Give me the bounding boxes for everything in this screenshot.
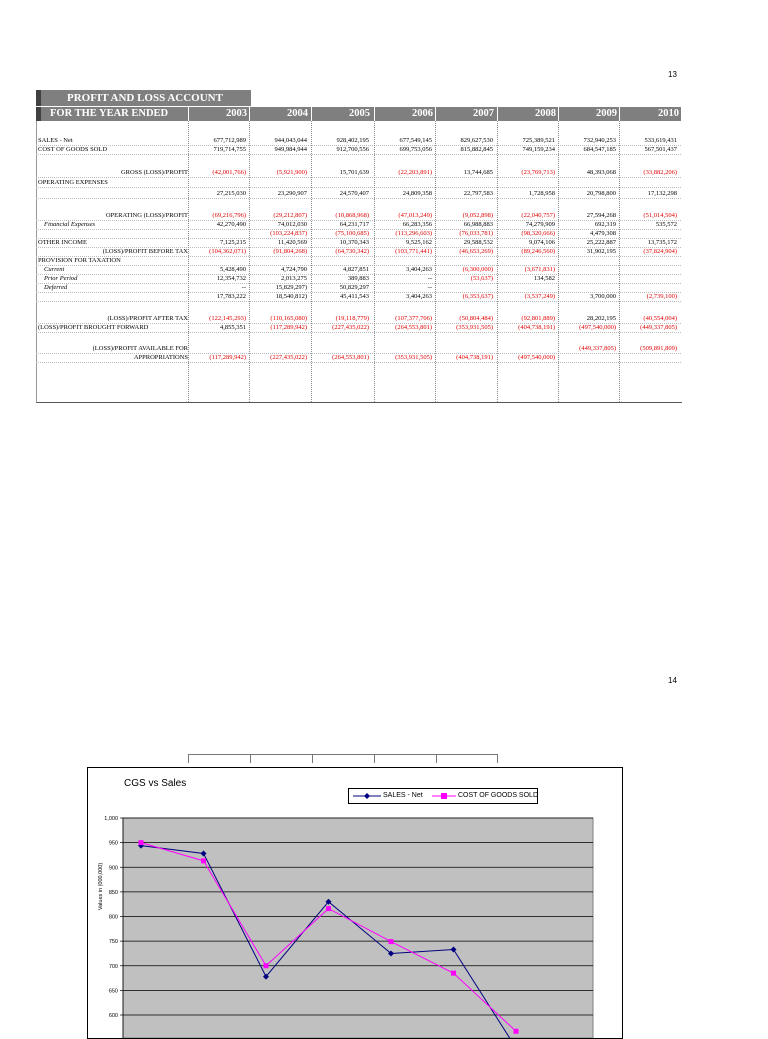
- table-cell: 3,404,263: [406, 293, 432, 300]
- table-cell: (122,145,293): [209, 315, 246, 322]
- table-cell: 24,809,358: [402, 190, 432, 197]
- table-cell: 7,125,215: [220, 239, 246, 246]
- table-cell: 31,902,195: [586, 248, 616, 255]
- table-cell: 677,549,145: [399, 137, 432, 144]
- cgs-vs-sales-chart: [87, 767, 623, 1039]
- table-cell: (110,165,080): [270, 315, 307, 322]
- data-point-cgs: [326, 906, 331, 911]
- table-row: [36, 168, 681, 178]
- table-cell: 912,700,556: [336, 146, 369, 153]
- grid-tick: [250, 754, 251, 763]
- table-cell: (98,320,666): [521, 230, 555, 237]
- table-cell: 815,882,845: [460, 146, 493, 153]
- row-label: PROVISION FOR TAXATION: [38, 257, 121, 264]
- table-cell: 389,883: [347, 275, 369, 282]
- table-cell: 42,270,490: [216, 221, 246, 228]
- table-cell: 66,988,883: [463, 221, 493, 228]
- table-cell: 5,428,490: [220, 266, 246, 273]
- table-cell: (103,224,837): [270, 230, 307, 237]
- table-cell: 50,829,297: [339, 284, 369, 291]
- table-cell: (103,771,441): [395, 248, 432, 255]
- table-cell: (104,362,071): [209, 248, 246, 255]
- y-tick-label: 850: [108, 889, 118, 896]
- y-tick-label: 700: [108, 963, 118, 970]
- table-cell: (5,921,900): [276, 169, 307, 176]
- table-cell: 4,855,351: [220, 324, 246, 331]
- table-cell: (117,289,942): [270, 324, 307, 331]
- column-divider: [374, 121, 375, 402]
- row-label: COST OF GOODS SOLD: [38, 146, 108, 153]
- row-label: Financial Expenses: [44, 221, 96, 228]
- data-point-cgs: [139, 840, 144, 845]
- table-cell: 28,202,195: [586, 315, 616, 322]
- column-divider: [311, 121, 312, 402]
- y-tick-label: 750: [108, 939, 118, 946]
- profit-loss-table: [36, 90, 681, 402]
- data-point-cgs: [514, 1029, 519, 1034]
- table-cell: 12,354,732: [216, 275, 246, 282]
- table-cell: (449,337,805): [640, 324, 677, 331]
- table-cell: 20,798,800: [586, 190, 616, 197]
- table-cell: --: [427, 284, 432, 291]
- grid-tick: [188, 754, 189, 763]
- row-label: (LOSS)/PROFIT BEFORE TAX: [102, 248, 188, 255]
- table-cell: 27,594,268: [586, 212, 616, 219]
- table-cell: (404,738,191): [456, 354, 493, 361]
- y-tick-label: 650: [108, 988, 118, 995]
- table-cell: (53,637): [470, 275, 493, 282]
- table-cell: 13,744,685: [463, 169, 493, 176]
- y-tick-label: 900: [108, 865, 118, 872]
- table-cell: 829,627,530: [460, 137, 493, 144]
- table-cell: (10,868,968): [335, 212, 369, 219]
- table-cell: (64,730,342): [335, 248, 369, 255]
- table-cell: (76,033,781): [459, 230, 493, 237]
- table-cell: 17,132,298: [647, 190, 677, 197]
- table-cell: (69,216,796): [212, 212, 246, 219]
- table-cell: 732,940,253: [583, 137, 616, 144]
- table-cell: (227,435,022): [332, 324, 369, 331]
- table-cell: 535,572: [655, 221, 677, 228]
- table-cell: 45,411,543: [339, 293, 369, 300]
- table-cell: 4,827,851: [343, 266, 369, 273]
- table-row: [36, 178, 681, 188]
- table-row: [36, 353, 681, 363]
- column-divider: [497, 121, 498, 402]
- data-point-cgs: [451, 971, 456, 976]
- table-cell: 64,231,717: [339, 221, 369, 228]
- year-header-2010: 2010: [619, 107, 681, 121]
- table-cell: 134,582: [533, 275, 555, 282]
- table-cell: 18,540,812): [275, 293, 307, 300]
- table-cell: 9,074,106: [529, 239, 555, 246]
- table-cell: (353,931,505): [395, 354, 432, 361]
- table-cell: (6,353,637): [462, 293, 493, 300]
- year-header-2005: 2005: [311, 107, 372, 121]
- table-cell: --: [427, 275, 432, 282]
- column-divider: [558, 121, 559, 402]
- table-cell: 928,402,195: [336, 137, 369, 144]
- row-label: Prior Period: [44, 275, 78, 282]
- chart-top-grid-fragment: [188, 754, 498, 763]
- year-header-2006: 2006: [374, 107, 435, 121]
- row-label: OTHER INCOME: [38, 239, 87, 246]
- y-tick-label: 800: [108, 914, 118, 921]
- page-number-13: 13: [668, 70, 677, 79]
- table-cell: 949,984,944: [274, 146, 307, 153]
- table-cell: 29,588,532: [463, 239, 493, 246]
- data-point-cgs: [389, 939, 394, 944]
- table-cell: 1,728,958: [529, 190, 555, 197]
- table-cell: 749,159,234: [522, 146, 555, 153]
- table-cell: (92,801,889): [521, 315, 555, 322]
- table-cell: 677,712,989: [213, 137, 246, 144]
- table-cell: (51,014,504): [643, 212, 677, 219]
- table-cell: 567,501,437: [644, 146, 677, 153]
- table-cell: (91,804,268): [273, 248, 307, 255]
- table-cell: (264,553,801): [332, 354, 369, 361]
- legend-cgs-label: COST OF GOODS SOLD: [458, 792, 538, 799]
- table-header-row: [36, 107, 681, 121]
- table-cell: 74,012,030: [277, 221, 307, 228]
- table-cell: (33,882,206): [643, 169, 677, 176]
- table-cell: (107,377,706): [395, 315, 432, 322]
- table-cell: (227,435,022): [270, 354, 307, 361]
- table-cell: 23,290,907: [277, 190, 307, 197]
- column-divider: [249, 121, 250, 402]
- table-cell: (264,553,801): [395, 324, 432, 331]
- table-cell: 699,753,056: [399, 146, 432, 153]
- table-cell: 684,547,185: [583, 146, 616, 153]
- row-label: APPROPRIATIONS: [133, 354, 188, 361]
- table-cell: 22,797,583: [463, 190, 493, 197]
- table-cell: --: [241, 284, 246, 291]
- column-divider: [435, 121, 436, 402]
- row-label: (LOSS)/PROFIT BROUGHT FORWARD: [38, 324, 149, 331]
- row-label: OPERATING EXPENSES: [38, 179, 108, 186]
- table-cell: 9,525,162: [406, 239, 432, 246]
- table-row: [36, 189, 681, 199]
- table-cell: (47,013,249): [398, 212, 432, 219]
- legend-sales-label: SALES - Net: [383, 792, 423, 799]
- year-header-2009: 2009: [558, 107, 619, 121]
- table-cell: 25,222,887: [586, 239, 616, 246]
- table-cell: 66,283,356: [402, 221, 432, 228]
- column-divider: [188, 121, 189, 402]
- row-label: GROSS (LOSS)/PROFIT: [120, 169, 188, 176]
- table-cell: 48,393,068: [586, 169, 616, 176]
- table-cell: (404,738,191): [518, 324, 555, 331]
- year-header-2004: 2004: [249, 107, 310, 121]
- column-divider: [619, 121, 620, 402]
- table-cell: (9,052,898): [462, 212, 493, 219]
- y-axis-label: Values in (000,000): [98, 862, 104, 911]
- year-header-2008: 2008: [497, 107, 558, 121]
- table-cell: (89,246,560): [521, 248, 555, 255]
- grid-tick: [436, 754, 437, 763]
- table-cell: (3,671,831): [524, 266, 555, 273]
- table-cell: (117,289,942): [209, 354, 246, 361]
- table-cell: 13,735,172: [647, 239, 677, 246]
- table-row: [36, 292, 681, 302]
- grid-tick: [374, 754, 375, 763]
- row-label: SALES - Net: [38, 137, 73, 144]
- table-cell: (29,212,807): [273, 212, 307, 219]
- chart-title: CGS vs Sales: [124, 778, 187, 789]
- data-point-cgs: [201, 858, 206, 863]
- table-cell: (75,100,685): [335, 230, 369, 237]
- table-cell: 15,829,297): [275, 284, 307, 291]
- table-row: [36, 145, 681, 155]
- table-cell: (449,337,805): [579, 345, 616, 352]
- table-cell: 692,319: [594, 221, 616, 228]
- table-cell: (497,540,000): [518, 354, 555, 361]
- row-label: OPERATING (LOSS)/PROFIT: [105, 212, 188, 219]
- table-cell: 15,701,639: [339, 169, 369, 176]
- table-cell: 944,043,044: [274, 137, 307, 144]
- table-cell: 3,700,000: [590, 293, 616, 300]
- table-cell: 27,215,030: [216, 190, 246, 197]
- table-cell: (46,653,269): [459, 248, 493, 255]
- y-tick-label: 950: [108, 840, 118, 847]
- table-cell: 24,570,407: [339, 190, 369, 197]
- table-cell: (42,001,766): [212, 169, 246, 176]
- row-label: Deferred: [44, 284, 68, 291]
- table-cell: (37,824,904): [643, 248, 677, 255]
- table-cell: (6,300,000): [462, 266, 493, 273]
- table-cell: 2,013,275: [281, 275, 307, 282]
- table-cell: (353,931,505): [456, 324, 493, 331]
- table-cell: 11,420,569: [277, 239, 307, 246]
- table-cell: (509,891,809): [640, 345, 677, 352]
- table-cell: 17,783,222: [216, 293, 246, 300]
- plot-area: [123, 818, 593, 1038]
- row-label: (LOSS)/PROFIT AFTER TAX: [107, 315, 188, 322]
- table-cell: (22,203,891): [398, 169, 432, 176]
- table-cell: 74,279,909: [525, 221, 555, 228]
- row-label: (LOSS)/PROFIT AVAILABLE FOR: [92, 345, 188, 352]
- table-cell: (22,040,757): [521, 212, 555, 219]
- data-point-cgs: [264, 963, 269, 968]
- table-cell: (40,554,004): [643, 315, 677, 322]
- year-header-2003: 2003: [188, 107, 249, 121]
- table-title: PROFIT AND LOSS ACCOUNT: [36, 90, 251, 106]
- table-cell: 10,370,343: [339, 239, 369, 246]
- table-cell: (50,804,484): [459, 315, 493, 322]
- year-header-2007: 2007: [435, 107, 496, 121]
- table-cell: (2,739,100): [646, 293, 677, 300]
- table-cell: (497,540,000): [579, 324, 616, 331]
- y-tick-label: 600: [108, 1013, 118, 1019]
- table-cell: (23,769,713): [521, 169, 555, 176]
- table-cell: 4,479,308: [590, 230, 616, 237]
- page-number-14: 14: [668, 676, 677, 685]
- table-cell: 719,714,755: [213, 146, 246, 153]
- grid-tick: [312, 754, 313, 763]
- y-tick-label: 1,000: [104, 816, 118, 822]
- grid-tick: [497, 754, 498, 763]
- table-cell: 4,724,790: [281, 266, 307, 273]
- table-cell: (113,296,603): [395, 230, 432, 237]
- table-cell: 3,404,263: [406, 266, 432, 273]
- chart-plot: [88, 768, 622, 1038]
- table-cell: (3,537,249): [524, 293, 555, 300]
- table-subtitle: FOR THE YEAR ENDED: [36, 107, 188, 121]
- row-label: Current: [44, 266, 65, 273]
- table-cell: 533,619,431: [644, 137, 677, 144]
- table-cell: 725,389,521: [522, 137, 555, 144]
- table-row: [36, 323, 681, 333]
- table-cell: (19,118,779): [335, 315, 369, 322]
